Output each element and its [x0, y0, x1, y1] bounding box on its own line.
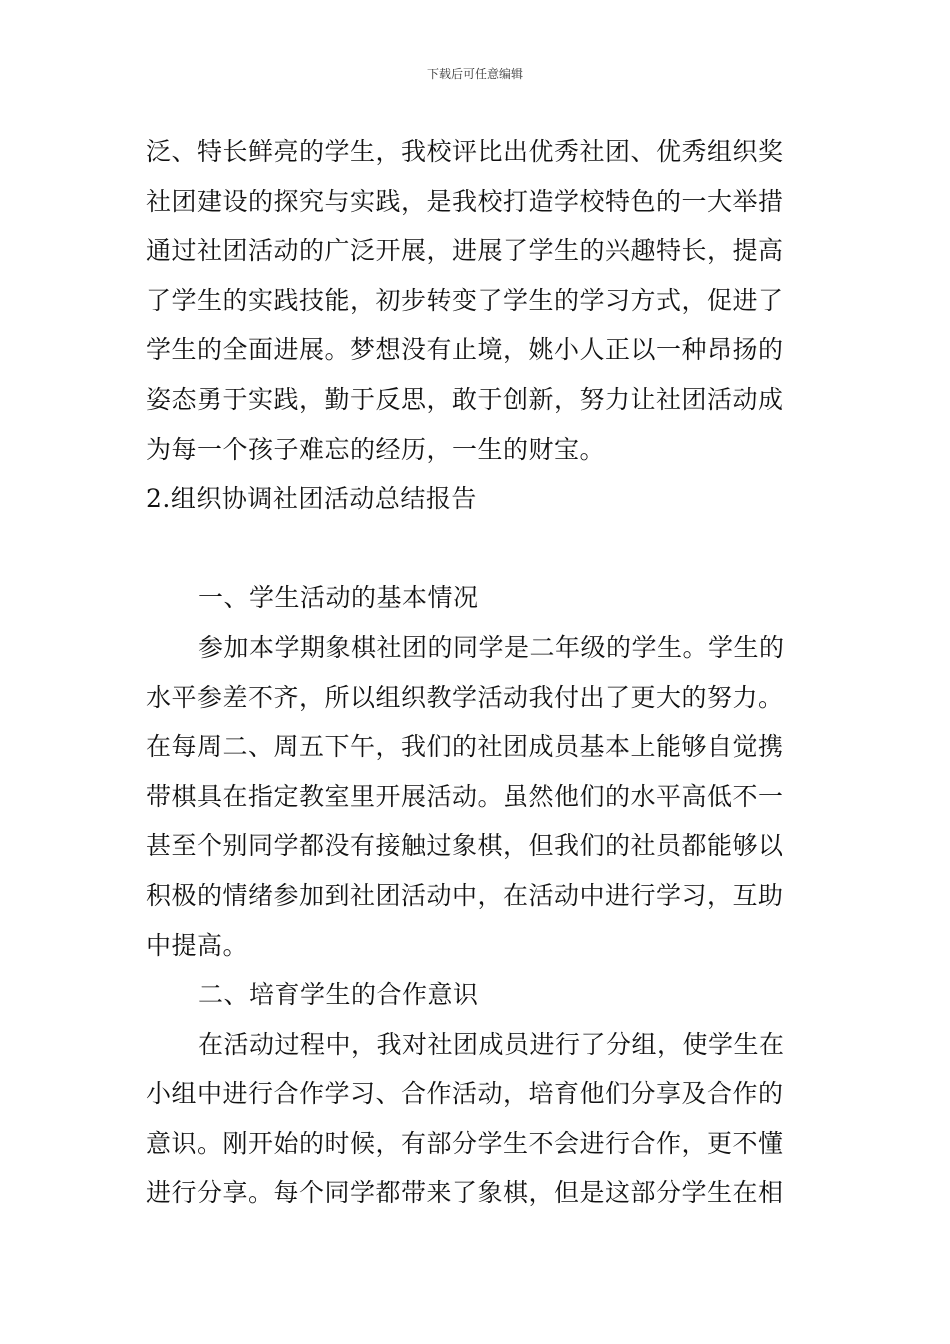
paragraph-1-line: 学生的全面进展。梦想没有止境，姚小人正以一种昂扬的: [146, 335, 784, 365]
paragraph-1-line: 社团建设的探究与实践，是我校打造学校特色的一大举措: [146, 186, 784, 216]
paragraph-1-line: 了学生的实践技能，初步转变了学生的学习方式，促进了: [146, 285, 784, 315]
paragraph-2-line: 水平参差不齐，所以组织教学活动我付出了更大的努力。: [146, 682, 784, 712]
paragraph-2-line: 在每周二、周五下午，我们的社团成员基本上能够自觉携: [146, 732, 784, 762]
section-title: 2.组织协调社团活动总结报告: [146, 484, 477, 514]
paragraph-2-line: 中提高。: [146, 930, 249, 960]
paragraph-2-line: 甚至个别同学都没有接触过象棋，但我们的社员都能够以: [146, 831, 784, 861]
page-header: 下载后可任意编辑: [426, 67, 523, 81]
heading-basic-situation: 一、学生活动的基本情况: [198, 583, 479, 613]
paragraph-1-line: 为每一个孩子难忘的经历，一生的财宝。: [146, 434, 606, 464]
paragraph-1-line: 姿态勇于实践，勤于反思，敢于创新，努力让社团活动成: [146, 384, 784, 414]
paragraph-2-line: 积极的情绪参加到社团活动中，在活动中进行学习，互助: [146, 880, 784, 910]
paragraph-2-line: 带棋具在指定教室里开展活动。虽然他们的水平高低不一: [146, 781, 784, 811]
document-body: [146, 127, 810, 1218]
paragraph-3-line: 意识。刚开始的时候，有部分学生不会进行合作，更不懂: [146, 1128, 784, 1158]
paragraph-2-line: 参加本学期象棋社团的同学是二年级的学生。学生的: [198, 632, 785, 662]
paragraph-3-line: 进行分享。每个同学都带来了象棋，但是这部分学生在相: [146, 1178, 784, 1208]
paragraph-1-line: 泛、特长鲜亮的学生，我校评比出优秀社团、优秀组织奖: [146, 137, 784, 166]
paragraph-3-line: 在活动过程中，我对社团成员进行了分组，使学生在: [198, 1029, 785, 1059]
heading-cooperation: 二、培育学生的合作意识: [198, 980, 479, 1010]
paragraph-3-line: 小组中进行合作学习、合作活动，培育他们分享及合作的: [146, 1079, 784, 1109]
paragraph-1-line: 通过社团活动的广泛开展，进展了学生的兴趣特长，提高: [146, 236, 784, 266]
blank-line: [146, 524, 810, 574]
